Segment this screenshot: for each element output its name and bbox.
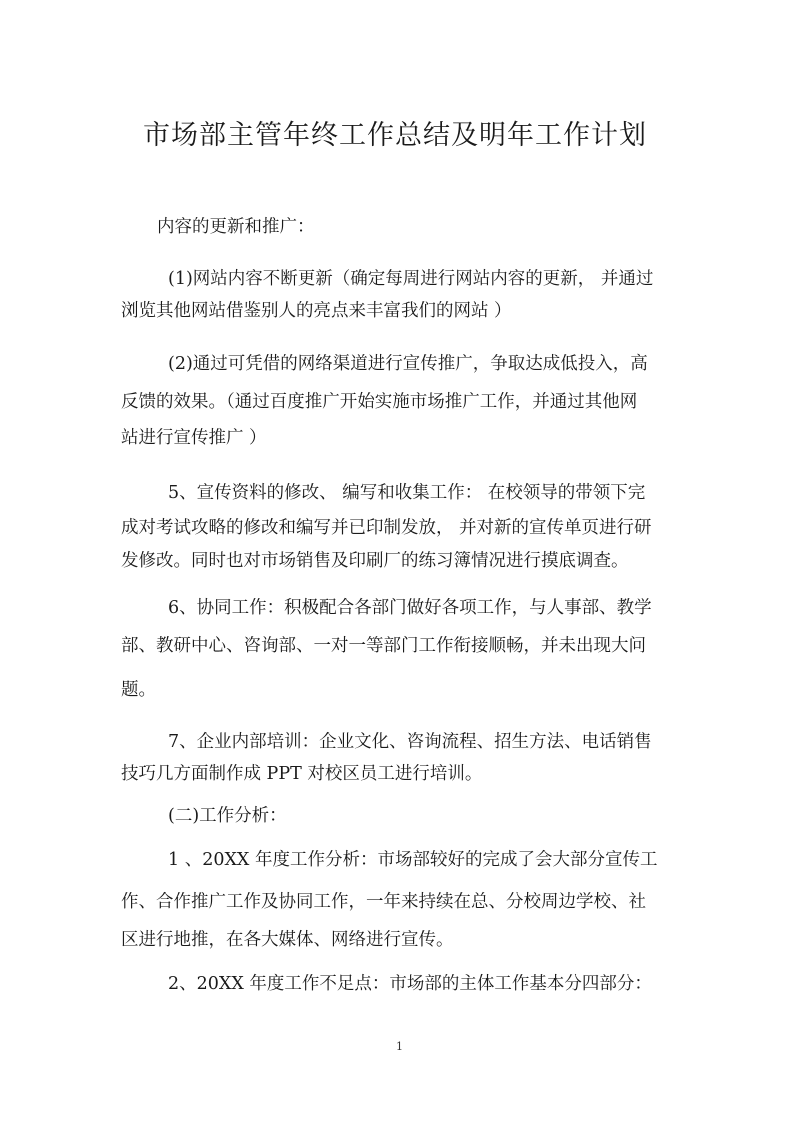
text-line: 内容的更新和推广： [157,217,315,237]
text-line: 5、宣传资料的修改、 编写和收集工作： 在校领导的带领下完 [168,483,646,503]
text-line: 7、企业内部培训：企业文化、咨询流程、招生方法、电话销售 [168,732,652,752]
text-line: 发修改。同时也对市场销售及印刷厂的练习簿情况进行摸底调查。 [121,551,629,571]
text-line: 成对考试攻略的修改和编写并已印制发放， 并对新的宣传单页进行研 [121,518,652,538]
text-line: 反馈的效果。（通过百度推广开始实施市场推广工作，并通过其他网 [121,392,638,412]
text-line: (二)工作分析： [168,806,287,826]
text-line: 作、合作推广工作及协同工作，一年来持续在总、分校周边学校、社 [121,892,646,912]
text-line: 浏览其他网站借鉴别人的亮点来丰富我们的网站 ） [121,301,512,321]
page-number: 1 [396,1040,403,1053]
text-line: 站进行宣传推广 ） [121,428,267,448]
text-line: (2)通过可凭借的网络渠道进行宣传推广，争取达成低投入，高 [168,354,648,374]
text-line: (1)网站内容不断更新（确定每周进行网站内容的更新， 并通过 [168,269,654,289]
text-line: 技巧几方面制作成 PPT 对校区员工进行培训。 [121,764,483,784]
text-line: 1 、20XX 年度工作分析：市场部较好的完成了会大部分宣传工 [168,850,658,870]
text-line: 6、协同工作：积极配合各部门做好各项工作，与人事部、教学 [168,598,652,618]
text-line: 题。 [121,680,156,700]
text-line: 2、20XX 年度工作不足点：市场部的主体工作基本分四部分： [168,974,652,994]
text-line: 部、教研中心、咨询部、一对一等部门工作衔接顺畅，并未出现大问 [121,636,646,656]
text-line: 区进行地推，在各大媒体、网络进行宣传。 [121,930,454,950]
document-title: 市场部主管年终工作总结及明年工作计划 [143,120,647,151]
